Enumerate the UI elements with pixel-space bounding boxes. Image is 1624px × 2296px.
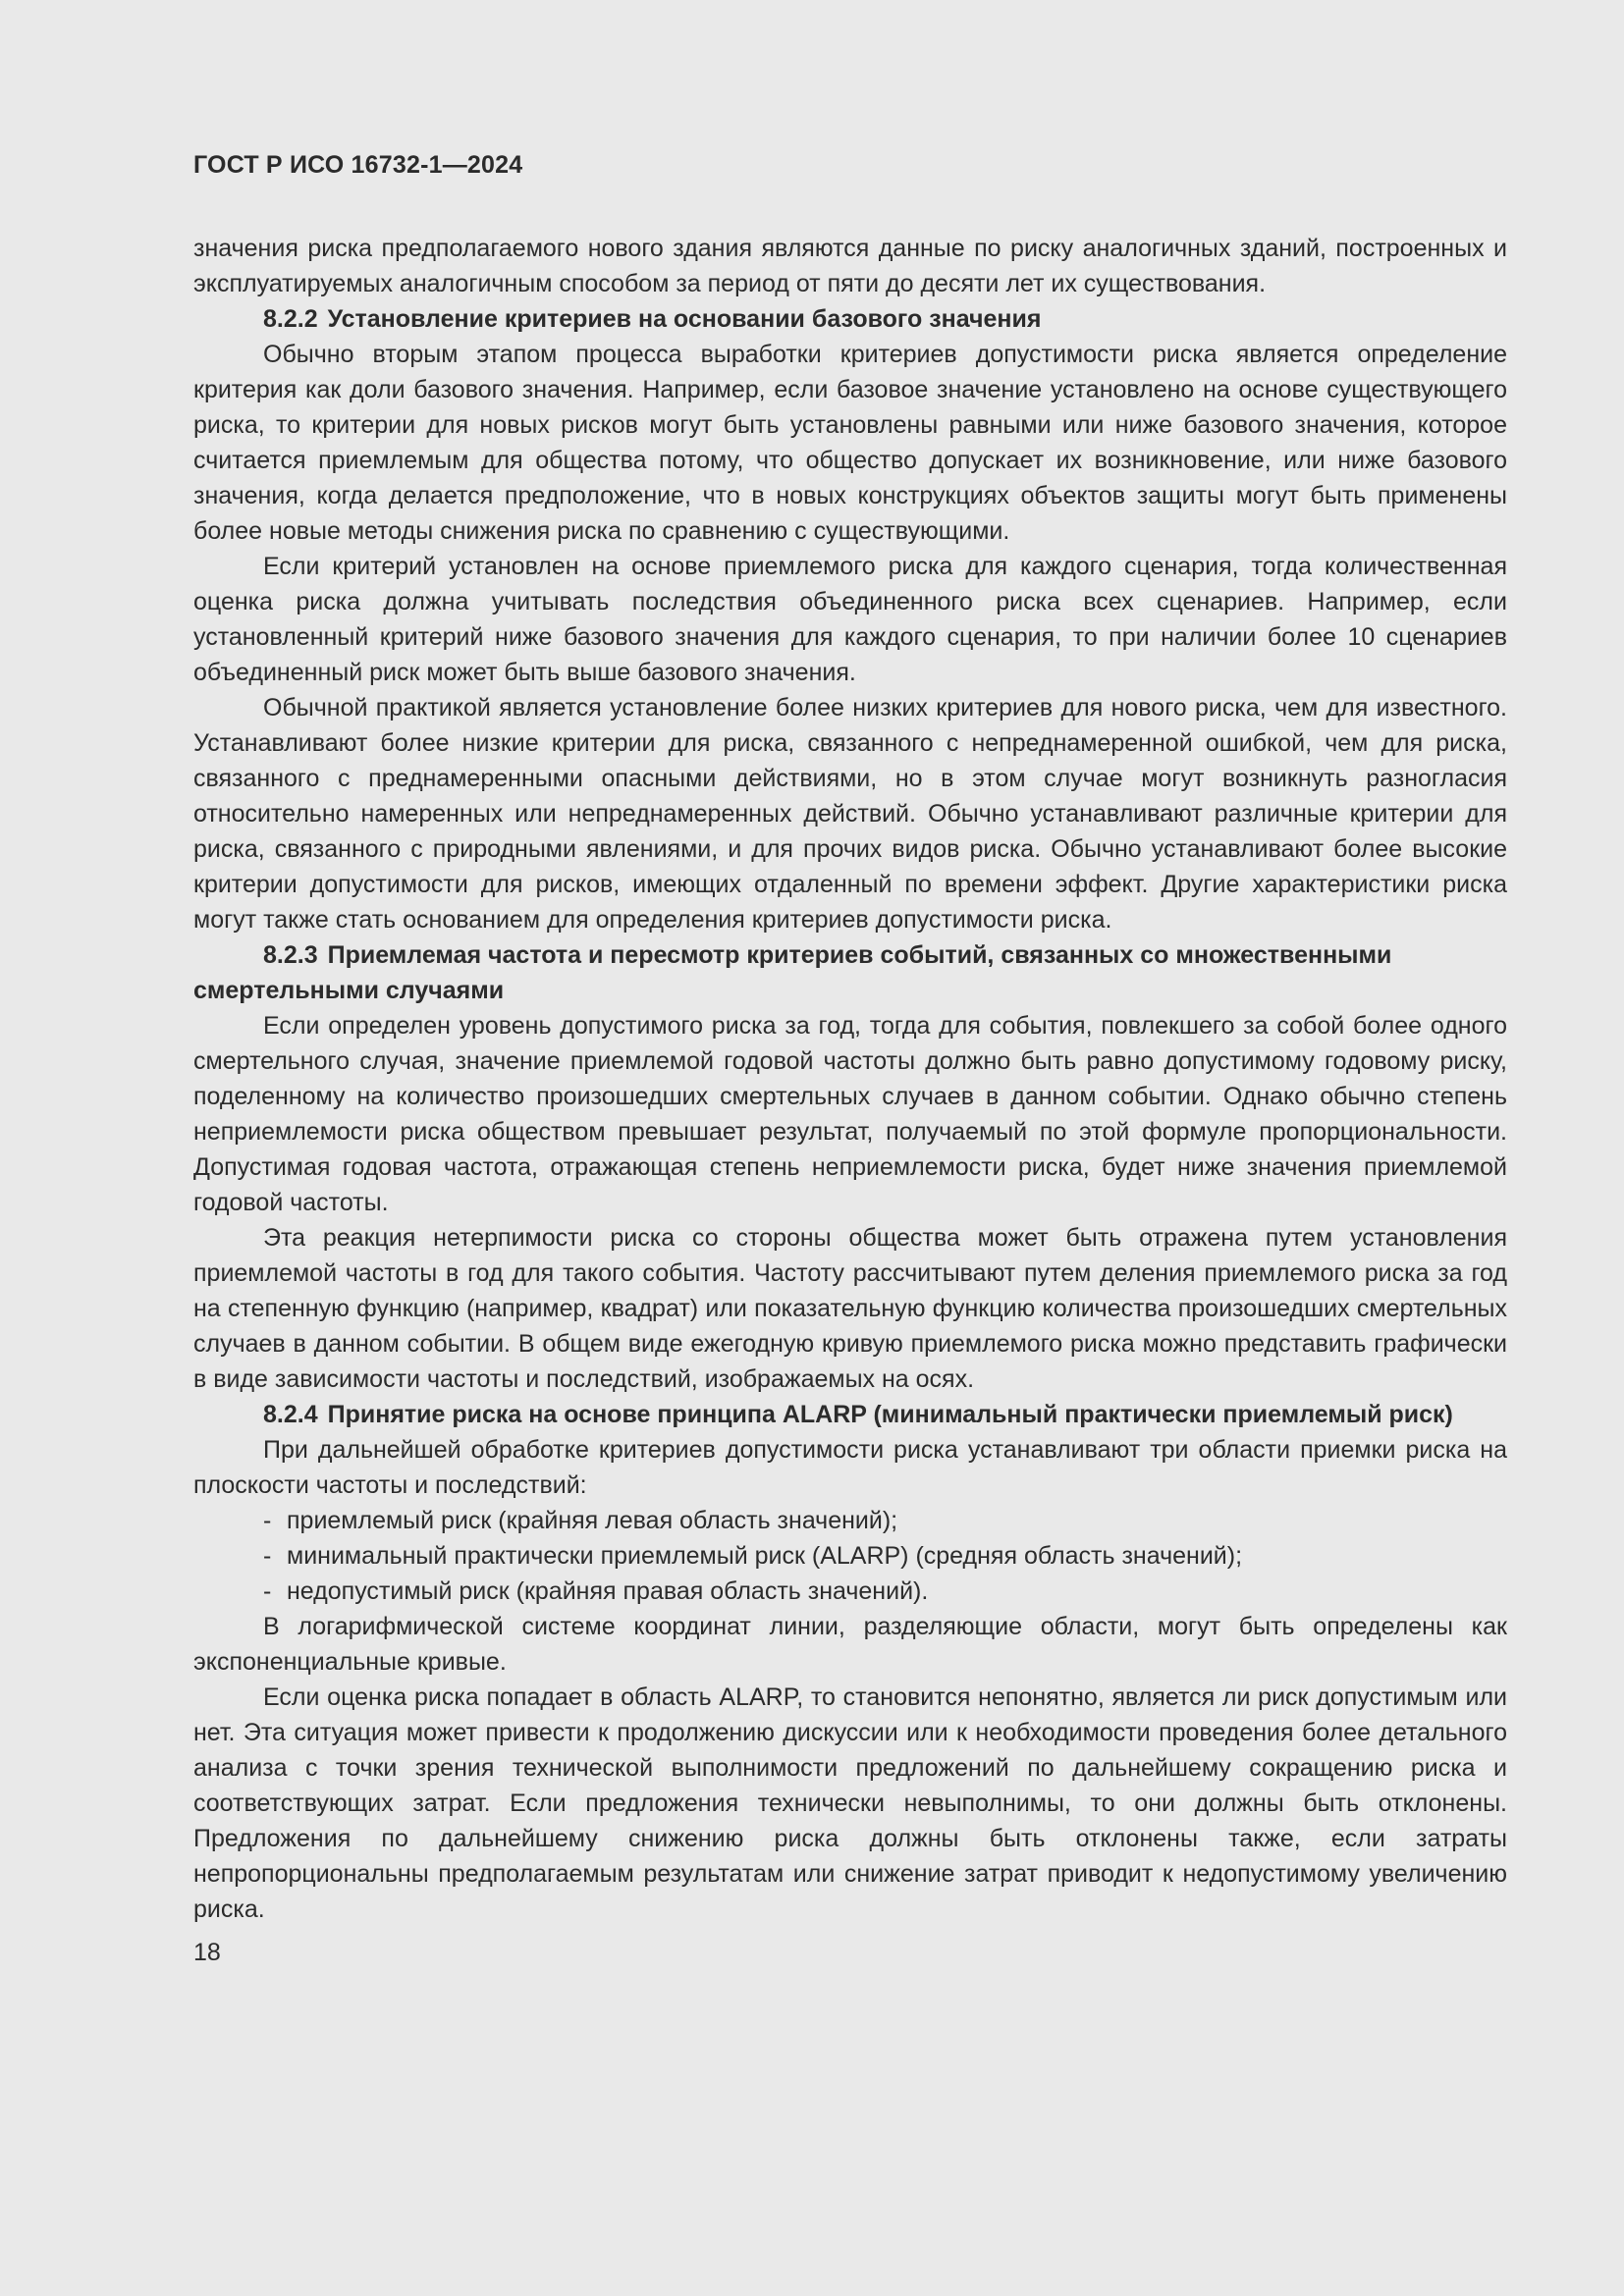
list-marker: - <box>263 1542 272 1570</box>
paragraph: В логарифмической системе координат линии, разделяющие области, могут быть определены как экспоненциальные кривые. <box>193 1613 1507 1676</box>
section-8-2-2 <box>193 301 1507 937</box>
list-item-text: приемлемый риск (крайняя левая область значений); <box>287 1507 898 1534</box>
paragraph: Эта реакция нетерпимости риска со стороны общества может быть отражена путем установления приемлемой частоты в год для такого события. Частоту рассчитывают путем деления приемлемого риска за год на степенную функцию (например, квадрат) или показательную функцию количества произошедших смертельных случаев в данном событии. В общем виде ежегодную кривую приемлемого риска можно представить графически в виде зависимости частоты и последствий, изображаемых на осях. <box>193 1224 1507 1393</box>
list-item-text: недопустимый риск (крайняя правая область значений). <box>287 1577 929 1605</box>
document-body <box>193 231 1507 1927</box>
intro-paragraph: значения риска предполагаемого нового здания являются данные по риску аналогичных зданий, построенных и эксплуатируемых аналогичным способом за период от пяти до десяти лет их существования. <box>193 235 1507 297</box>
paragraph: Если определен уровень допустимого риска за год, тогда для события, повлекшего за собой более одного смертельного случая, значение приемлемой годовой частоты должно быть равно допустимому годовому риску, поделенному на количество произошедших смертельных случаев в данном событии. Однако обычно степень неприемлемости риска обществом превышает результат, получаемый по этой формуле пропорциональности. Допустимая годовая частота, отражающая степень неприемлемости риска, будет ниже значения приемлемой годовой частоты. <box>193 1012 1507 1216</box>
document-header: ГОСТ Р ИСО 16732-1—2024 <box>193 151 523 179</box>
list-item-text: минимальный практически приемлемый риск (ALARP) (средняя область значений); <box>287 1542 1243 1570</box>
paragraph: При дальнейшей обработке критериев допустимости риска устанавливают три области приемки риска на плоскости частоты и последствий: <box>193 1436 1507 1499</box>
list-item <box>193 1574 1507 1609</box>
list-item <box>193 1538 1507 1574</box>
section-heading <box>193 937 1507 1008</box>
paragraph: Обычно вторым этапом процесса выработки критериев допустимости риска является определение критерия как доли базового значения. Например, если базовое значение установлено на основе существующего риска, то критерии для новых рисков могут быть установлены равными или ниже базового значения, которое считается приемлемым для общества потому, что общество допускает их возникновение, или ниже базового значения, когда делается предположение, что в новых конструкциях объектов защиты могут быть применены более новые методы снижения риска по сравнению с существующими. <box>193 341 1507 545</box>
document-page <box>193 147 1507 1970</box>
list-marker: - <box>263 1507 272 1534</box>
paragraph: Если оценка риска попадает в область ALARP, то становится непонятно, является ли риск допустимым или нет. Эта ситуация может привести к продолжению дискуссии или к необходимости проведения более детального анализа с точки зрения технической выполнимости предложений по дальнейшему сокращению риска и соответствующих затрат. Если предложения технически невыполнимы, то они должны быть отклонены. Предложения по дальнейшему снижению риска должны быть отклонены также, если затраты непропорциональны предполагаемым результатам или снижение затрат приводит к недопустимому увеличению риска. <box>193 1683 1507 1923</box>
section-number: 8.2.2 <box>263 305 318 333</box>
section-8-2-3 <box>193 937 1507 1397</box>
list-marker: - <box>263 1577 272 1605</box>
paragraph: Если критерий установлен на основе приемлемого риска для каждого сценария, тогда количественная оценка риска должна учитывать последствия объединенного риска всех сценариев. Например, если установленный критерий ниже базового значения для каждого сценария, то при наличии более 10 сценариев объединенный риск может быть выше базового значения. <box>193 553 1507 686</box>
section-number: 8.2.4 <box>263 1401 318 1428</box>
risk-areas-list <box>193 1503 1507 1609</box>
section-heading <box>193 301 1507 337</box>
section-title: Принятие риска на основе принципа ALARP (минимальный практически приемлемый риск) <box>327 1401 1453 1428</box>
section-number: 8.2.3 <box>263 941 318 969</box>
list-item <box>193 1503 1507 1538</box>
paragraph: Обычной практикой является установление более низких критериев для нового риска, чем для известного. Устанавливают более низкие критерии для риска, связанного с непреднамеренной ошибкой, чем для риска, связанного с преднамеренными опасными действиями, но в этом случае могут возникнуть разногласия относительно намеренных или непреднамеренных действий. Обычно устанавливают различные критерии для риска, связанного с природными явлениями, и для прочих видов риска. Обычно устанавливают более высокие критерии допустимости для рисков, имеющих отдаленный по времени эффект. Другие характеристики риска могут также стать основанием для определения критериев допустимости риска. <box>193 694 1507 934</box>
section-8-2-4 <box>193 1397 1507 1927</box>
section-heading <box>193 1397 1507 1432</box>
page-number: 18 <box>193 1939 221 1966</box>
section-title: Приемлемая частота и пересмотр критериев событий, связанных со множественными смертельными случаями <box>193 941 1392 1004</box>
section-title: Установление критериев на основании базового значения <box>327 305 1042 333</box>
